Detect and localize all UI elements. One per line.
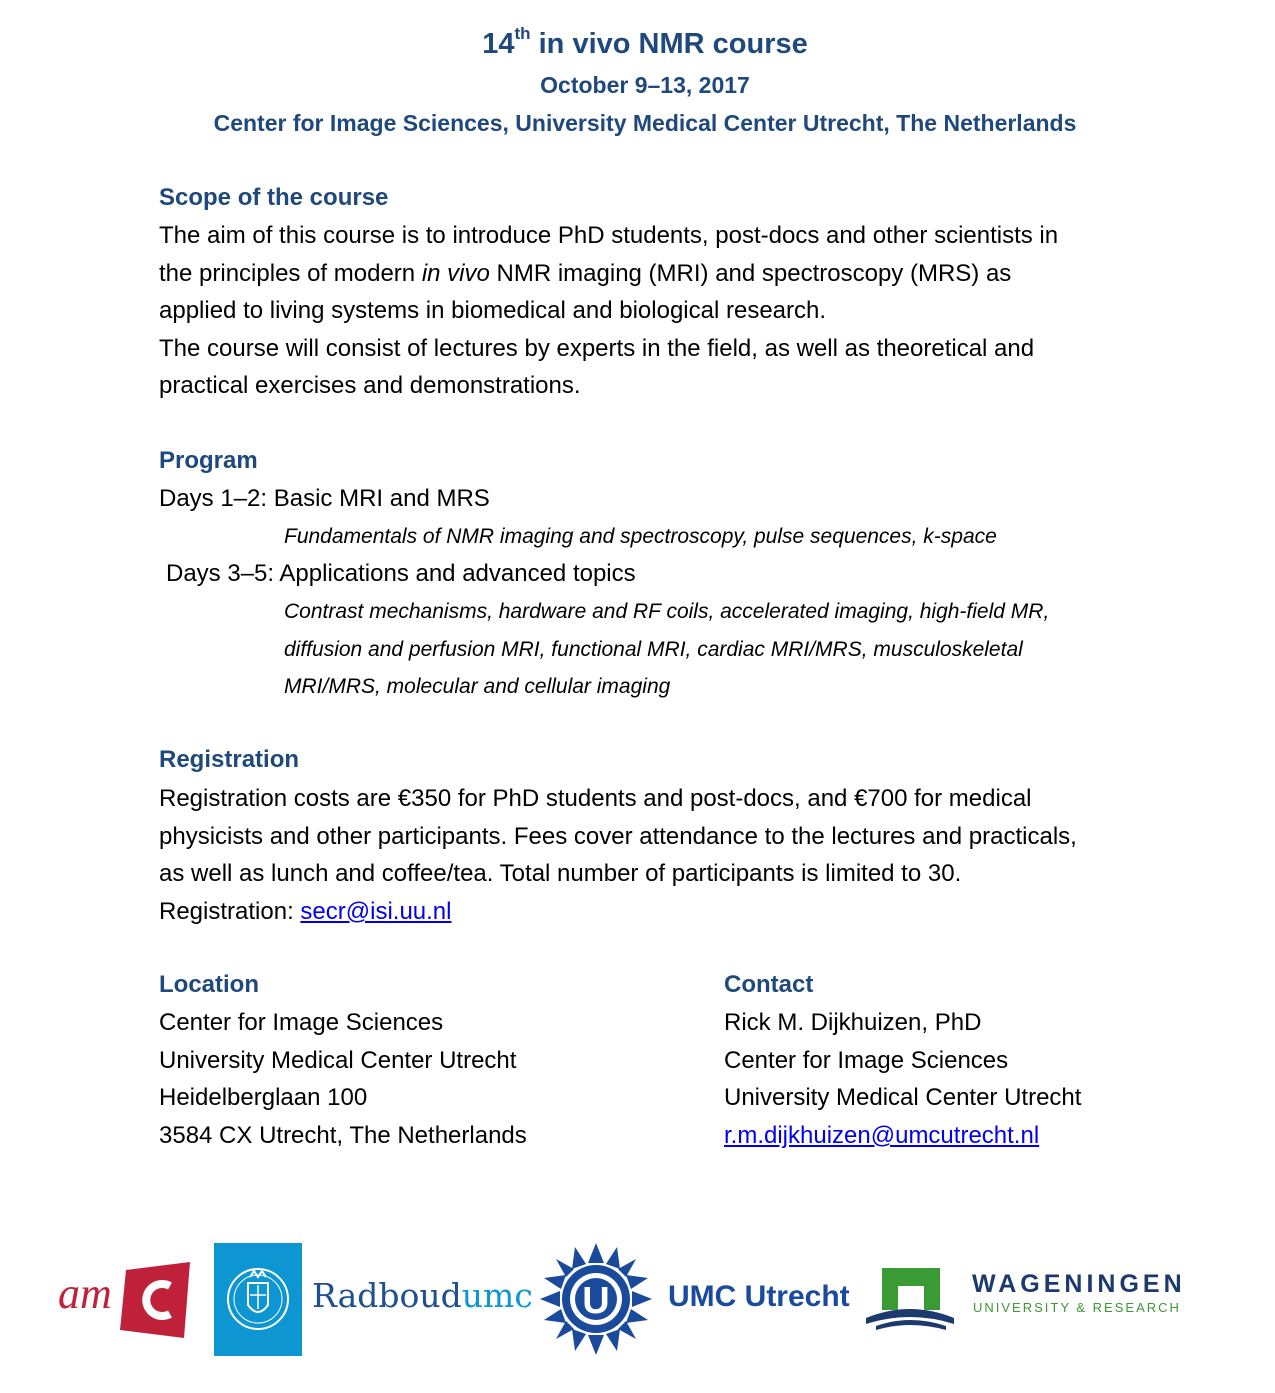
umc-utrecht-wordmark: UMC Utrecht — [668, 1280, 850, 1313]
location-heading: Location — [159, 971, 259, 998]
contact-line: University Medical Center Utrecht — [724, 1084, 1082, 1112]
course-dates: October 9–13, 2017 — [540, 72, 750, 98]
umc-utrecht-sun-icon — [540, 1243, 652, 1355]
title-text: in vivo NMR course — [530, 28, 808, 60]
location-address — [159, 1004, 527, 1154]
scope-line: The course will consist of lectures by experts in the field, as well as theoretical and — [159, 334, 1035, 362]
radboud-text: Radboud — [312, 1276, 462, 1315]
registration-paragraph — [159, 780, 1077, 930]
title-number: 14 — [482, 28, 515, 60]
program-day1-detail: Fundamentals of NMR imaging and spectroscopy, pulse sequences, k-space — [284, 525, 997, 548]
scope-italic-text: in vivo — [421, 259, 490, 287]
program-detail-line: MRI/MRS, molecular and cellular imaging — [284, 675, 671, 698]
radboud-umc-text: umc — [461, 1276, 533, 1315]
wageningen-emblem — [866, 1262, 954, 1332]
scope-line: applied to living systems in biomedical and biological research. — [159, 297, 827, 325]
registration-email-link[interactable]: secr@isi.uu.nl — [300, 897, 452, 925]
program-day2: Days 3–5: Applications and advanced topics — [166, 560, 636, 587]
umc-utrecht-emblem — [540, 1243, 652, 1355]
wageningen-gate-icon — [866, 1262, 954, 1332]
radboud-shield-logo — [214, 1243, 302, 1356]
address-line: 3584 CX Utrecht, The Netherlands — [159, 1121, 527, 1149]
scope-line: The aim of this course is to introduce PhD students, post-docs and other scientists in — [159, 222, 1059, 249]
registration-line: physicists and other participants. Fees cover attendance to the lectures and practicals, — [159, 822, 1077, 850]
radboud-crest-icon — [214, 1243, 302, 1356]
scope-heading: Scope of the course — [159, 184, 389, 211]
program-day1: Days 1–2: Basic MRI and MRS — [159, 485, 490, 512]
title-superscript: th — [514, 24, 531, 43]
contact-line: Center for Image Sciences — [724, 1046, 1009, 1074]
address-line: Center for Image Sciences — [159, 1009, 444, 1036]
scope-paragraph — [159, 217, 1058, 405]
contact-heading: Contact — [724, 971, 814, 998]
amc-logo — [58, 1262, 190, 1338]
scope-text: NMR imaging (MRI) and spectroscopy (MRS) as — [489, 259, 1012, 287]
registration-label: Registration: — [159, 897, 301, 925]
scope-line: practical exercises and demonstrations. — [159, 372, 581, 400]
program-detail-line: diffusion and perfusion MRI, functional MRI, cardiac MRI/MRS, musculoskeletal — [284, 637, 1023, 661]
amc-c-mark-icon — [120, 1262, 190, 1338]
registration-heading: Registration — [159, 746, 300, 773]
address-line: University Medical Center Utrecht — [159, 1046, 517, 1074]
amc-logo-text: am — [58, 1269, 112, 1318]
registration-line — [159, 893, 1077, 931]
course-venue: Center for Image Sciences, University Medical Center Utrecht, The Netherlands — [213, 110, 1077, 136]
wageningen-wordmark: WAGENINGEN — [972, 1270, 1186, 1298]
address-line: Heidelberglaan 100 — [159, 1084, 368, 1112]
course-title — [0, 24, 1275, 61]
registration-line: Registration costs are €350 for PhD students and post-docs, and €700 for medical — [159, 785, 1032, 812]
scope-line — [159, 255, 1058, 293]
contact-email-link[interactable]: r.m.dijkhuizen@umcutrecht.nl — [724, 1121, 1040, 1149]
contact-details — [724, 1004, 1081, 1154]
contact-line: Rick M. Dijkhuizen, PhD — [724, 1009, 982, 1036]
program-heading: Program — [159, 447, 258, 474]
registration-line: as well as lunch and coffee/tea. Total number of participants is limited to 30. — [159, 860, 962, 888]
svg-text:U: U — [582, 1280, 610, 1322]
program-detail-line: Contrast mechanisms, hardware and RF coils, accelerated imaging, high-field MR, — [284, 600, 1050, 623]
wageningen-subtitle: UNIVERSITY & RESEARCH — [973, 1300, 1181, 1315]
radboud-wordmark — [312, 1276, 533, 1315]
scope-text: the principles of modern — [159, 259, 422, 287]
program-day2-details — [284, 593, 1049, 706]
